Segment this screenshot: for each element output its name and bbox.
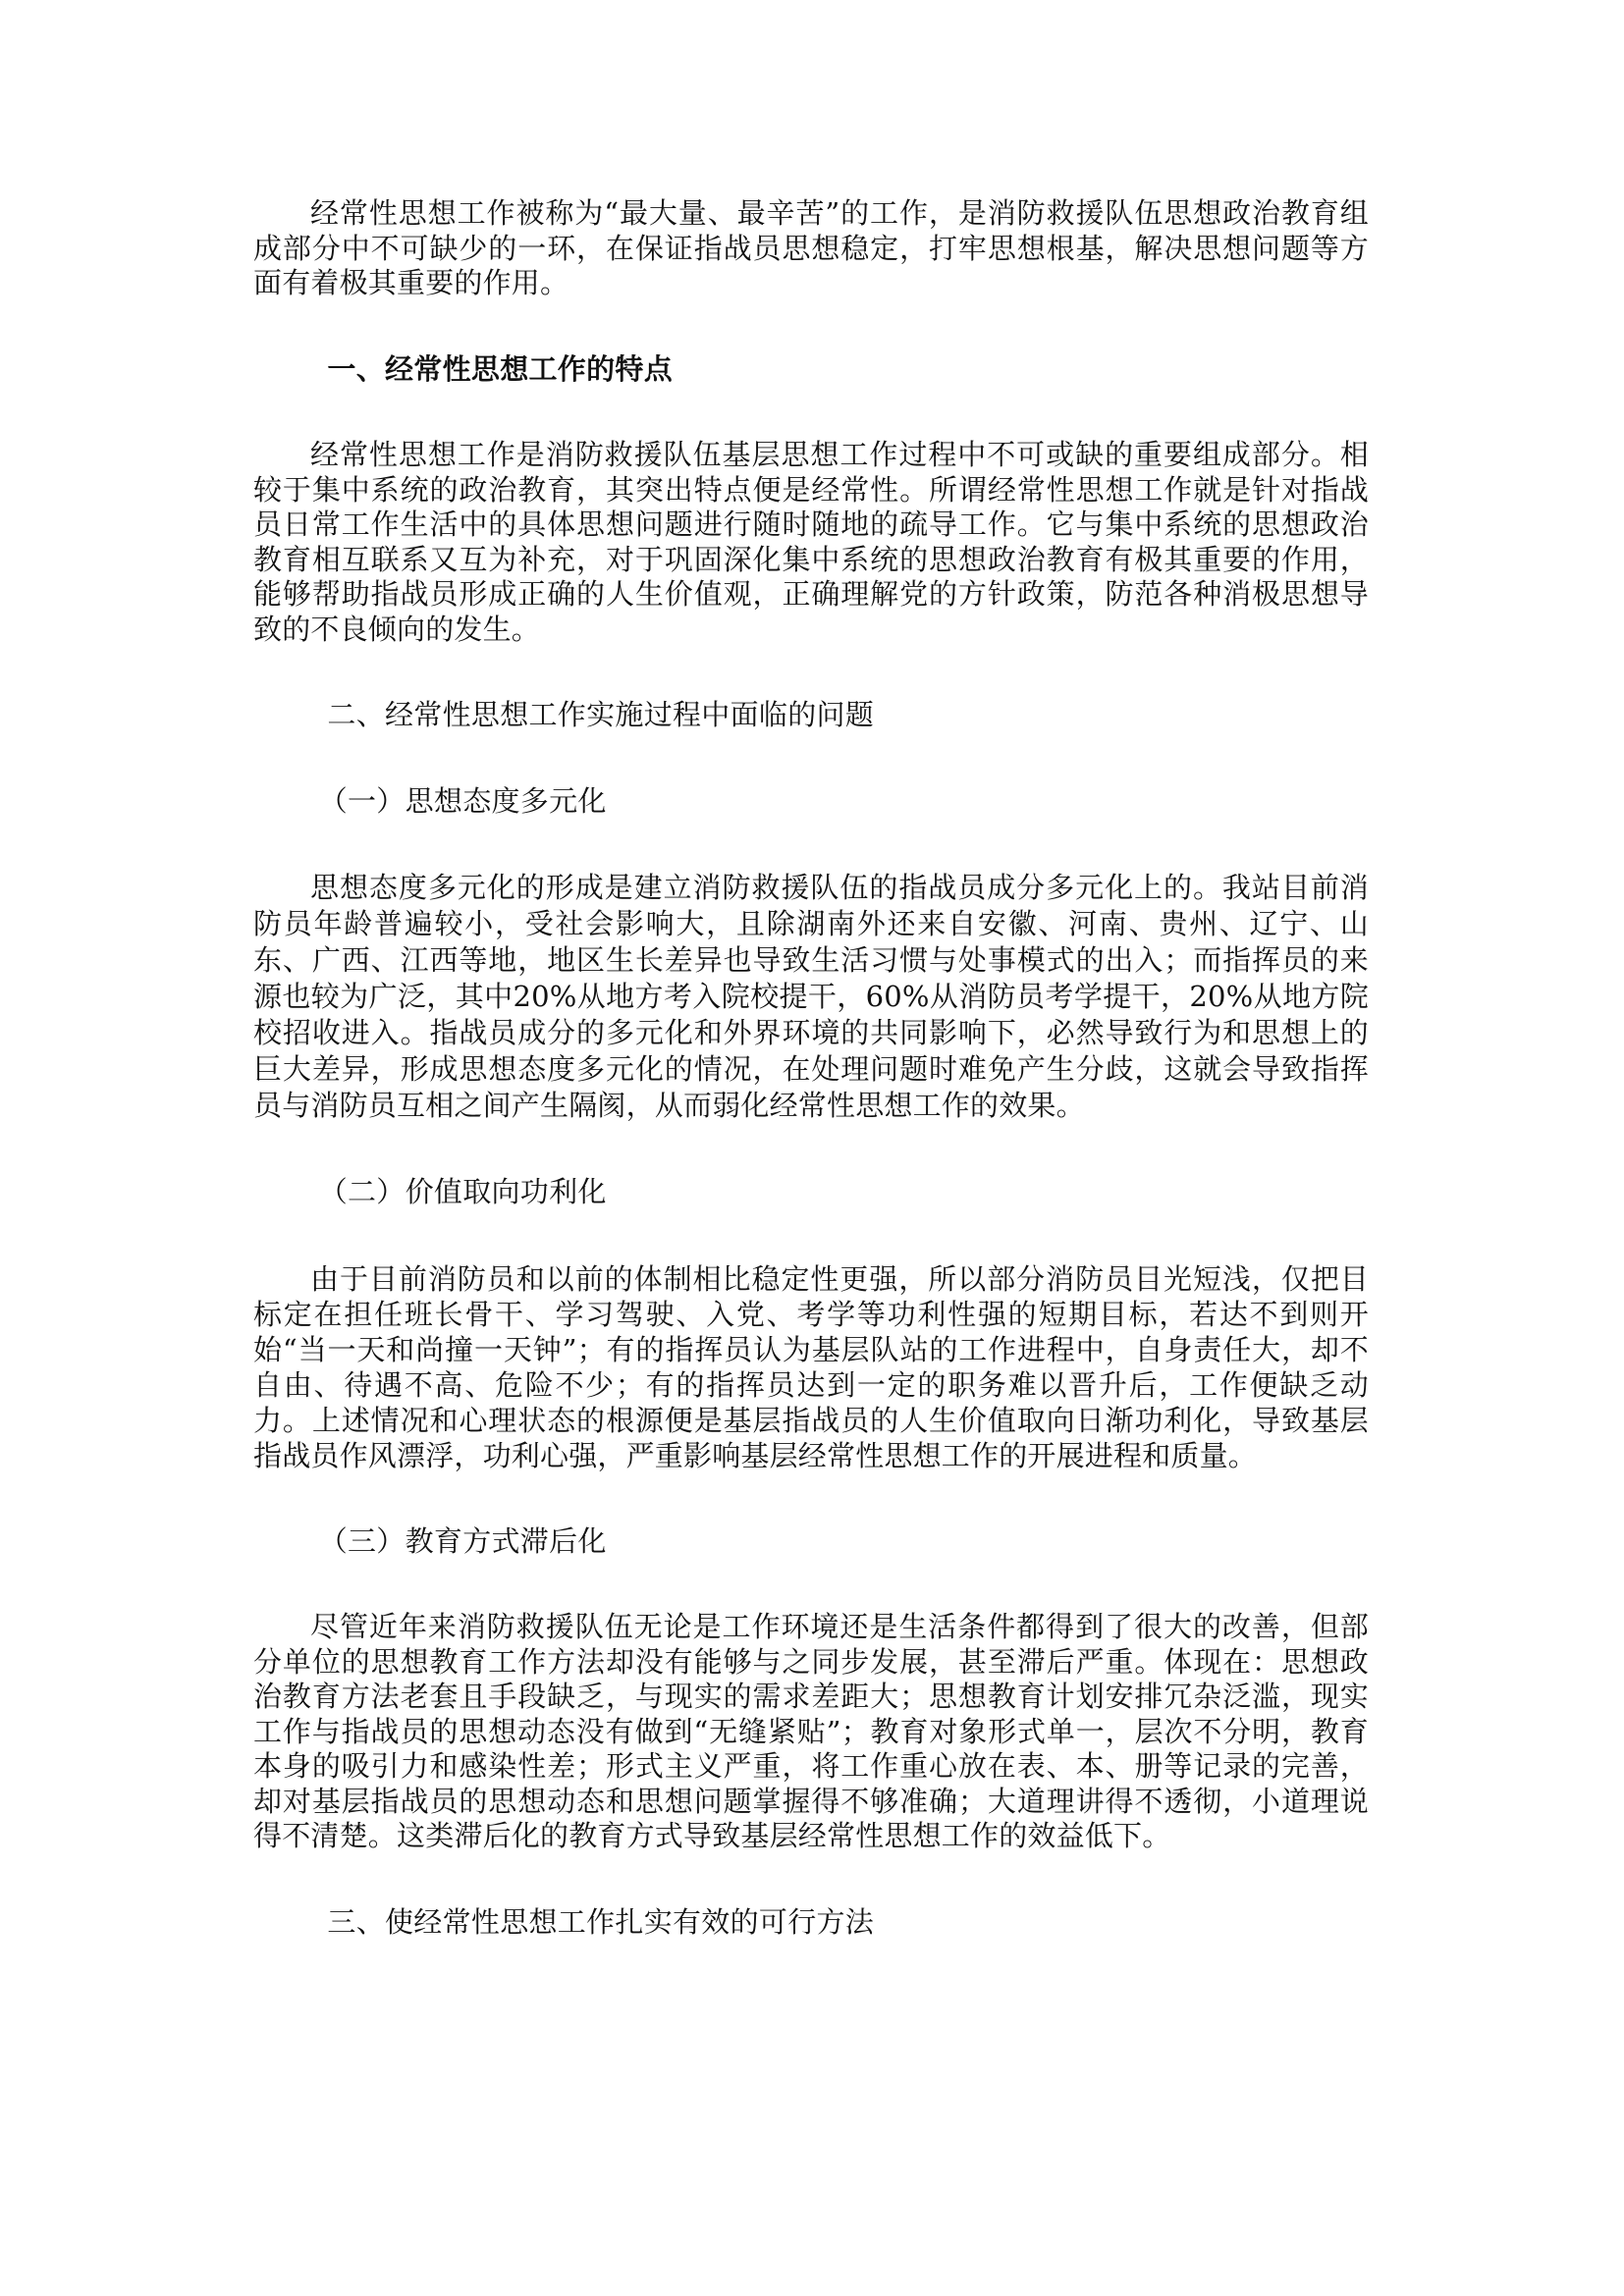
subsection-heading-3: （三）教育方式滞后化 <box>318 1523 607 1558</box>
subsection3-paragraph: 尽管近年来消防救援队伍无论是工作环境还是生活条件都得到了很大的改善，但部分单位的思想教育工作方法却没有能够与之同步发展，甚至滞后严重。体现在：思想政治教育方法老套且手段缺乏，与现实的需求差距大；思想教育计划安排冗杂泛滥，现实工作与指战员的思想动态没有做到“无缝紧贴”；教育对象形式单一，层次不分明，教育本身的吸引力和感染性差；形式主义严重，将工作重心放在表、本、册等记录的完善，却对基层指战员的思想动态和思想问题掌握得不够准确；大道理讲得不透彻，小道理说得不清楚。这类滞后化的教育方式导致基层经常性思想工作的效益低下。 <box>253 1610 1369 1852</box>
subsection2-paragraph: 由于目前消防员和以前的体制相比稳定性更强，所以部分消防员目光短浅，仅把目标定在担任班长骨干、学习驾驶、入党、考学等功利性强的短期目标，若达不到则开始“当一天和尚撞一天钟”；有的指挥员认为基层队站的工作进程中，自身责任大，却不自由、待遇不高、危险不少；有的指挥员达到一定的职务难以晋升后，工作便缺乏动力。上述情况和心理状态的根源便是基层指战员的人生价值取向日渐功利化，导致基层指战员作风漂浮，功利心强，严重影响基层经常性思想工作的开展进程和质量。 <box>253 1261 1369 1472</box>
intro-paragraph: 经常性思想工作被称为“最大量、最辛苦”的工作，是消防救援队伍思想政治教育组成部分中不可缺少的一环，在保证指战员思想稳定，打牢思想根基，解决思想问题等方面有着极其重要的作用。 <box>253 196 1369 299</box>
subsection-heading-2: （二）价值取向功利化 <box>318 1175 607 1208</box>
subsection1-paragraph: 思想态度多元化的形成是建立消防救援队伍的指战员成分多元化上的。我站目前消防员年龄普遍较小，受社会影响大，且除湖南外还来自安徽、河南、贵州、辽宁、山东、广西、江西等地，地区生长差异也导致生活习惯与处事模式的出入；而指挥员的来源也较为广泛，其中20%从地方考入院校提干，60%从消防员考学提干，20%从地方院校招收进入。指战员成分的多元化和外界环境的共同影响下，必然导致行为和思想上的巨大差异，形成思想态度多元化的情况，在处理问题时难免产生分歧，这就会导致指挥员与消防员互相之间产生隔阂，从而弱化经常性思想工作的效果。 <box>253 871 1369 1122</box>
section-heading-2: 二、经常性思想工作实施过程中面临的问题 <box>327 698 875 731</box>
section-heading-3: 三、使经常性思想工作扎实有效的可行方法 <box>327 1904 875 1939</box>
document-page <box>253 196 1369 1940</box>
subsection-heading-1: （一）思想态度多元化 <box>318 783 607 818</box>
section-heading-1: 一、经常性思想工作的特点 <box>327 351 673 386</box>
section1-paragraph: 经常性思想工作是消防救援队伍基层思想工作过程中不可或缺的重要组成部分。相较于集中系统的政治教育，其突出特点便是经常性。所谓经常性思想工作就是针对指战员日常工作生活中的具体思想问题进行随时随地的疏导工作。它与集中系统的思想政治教育相互联系又互为补充，对于巩固深化集中系统的思想政治教育有极其重要的作用，能够帮助指战员形成正确的人生价值观，正确理解党的方针政策，防范各种消极思想导致的不良倾向的发生。 <box>253 438 1369 646</box>
